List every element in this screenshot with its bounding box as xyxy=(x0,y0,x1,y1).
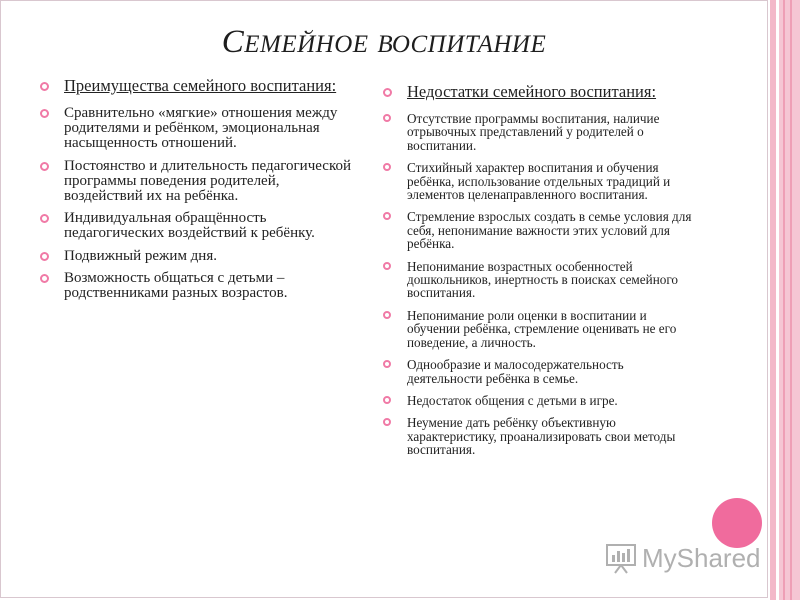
disadvantage-item xyxy=(383,416,695,456)
bullet-icon xyxy=(383,114,391,122)
disadvantage-item-text: Неумение дать ребёнку объективную характеристику, проанализировать свои методы воспитания. xyxy=(407,415,676,458)
slide-title xyxy=(0,24,768,61)
advantage-item xyxy=(40,106,358,152)
disadvantage-item xyxy=(383,112,695,152)
title-first-letter: С xyxy=(221,24,245,60)
advantage-item xyxy=(40,211,358,241)
bullet-icon xyxy=(383,360,391,368)
presentation-board-icon xyxy=(604,542,638,574)
bullet-icon xyxy=(40,274,49,283)
bullet-icon xyxy=(383,88,392,97)
disadvantage-item xyxy=(383,260,695,300)
bullet-icon xyxy=(40,252,49,261)
bullet-icon xyxy=(383,262,391,270)
disadvantage-item-text: Стремление взрослых создать в семье условия для себя, непонимание важности этих условий для ребёнка. xyxy=(407,209,692,252)
disadvantage-item xyxy=(383,394,695,407)
bullet-icon xyxy=(383,212,391,220)
decorative-side-stripe xyxy=(770,0,800,600)
advantage-item xyxy=(40,271,358,301)
disadvantage-item-text: Стихийный характер воспитания и обучения ребёнка, использование отдельных традиций и элементов целенаправленного воспитания. xyxy=(407,160,671,203)
bullet-icon xyxy=(383,163,391,171)
disadvantages-heading-text: Недостатки семейного воспитания: xyxy=(407,82,657,101)
advantages-heading xyxy=(40,78,358,94)
advantages-heading-text: Преимущества семейного воспитания: xyxy=(64,76,337,95)
disadvantage-item xyxy=(383,161,695,201)
advantage-item-text: Подвижный режим дня. xyxy=(64,247,217,264)
watermark-text: MyShared xyxy=(642,542,761,573)
bullet-icon xyxy=(383,396,391,404)
disadvantage-item xyxy=(383,358,695,385)
advantage-item-text: Индивидуальная обращённость педагогических воздействий к ребёнку. xyxy=(64,210,315,242)
bullet-icon xyxy=(40,162,49,171)
disadvantage-item-text: Недостаток общения с детьми в игре. xyxy=(407,392,618,408)
bullet-icon xyxy=(40,109,49,118)
advantages-column xyxy=(40,78,358,308)
advantage-item-text: Возможность общаться с детьми – родственниками разных возрастов. xyxy=(64,269,288,302)
disadvantage-item-text: Непонимание возрастных особенностей дошкольников, инертность в поисках семейного воспитания. xyxy=(407,258,679,301)
disadvantages-column xyxy=(383,84,695,466)
advantage-item xyxy=(40,249,358,264)
bullet-icon xyxy=(383,311,391,319)
bullet-icon xyxy=(40,214,49,223)
disadvantage-item xyxy=(383,210,695,250)
title-first-word: ЕМЕЙНОЕ xyxy=(244,31,369,58)
bullet-icon xyxy=(383,418,391,426)
disadvantages-heading xyxy=(383,84,695,100)
disadvantage-item-text: Непонимание роли оценки в воспитании и обучении ребёнка, стремление оценивать не его поведение, а личность. xyxy=(407,307,677,350)
bullet-icon xyxy=(40,82,49,91)
advantage-item-text: Сравнительно «мягкие» отношения между родителями и ребёнком, эмоциональная насыщенность отношений. xyxy=(64,105,338,152)
stripe-line xyxy=(790,0,792,600)
advantage-item-text: Постоянство и длительность педагогической программы поведения родителей, воздействий их на ребёнка. xyxy=(64,157,351,205)
advantage-item xyxy=(40,159,358,205)
title-second-word: ВОСПИТАНИЕ xyxy=(377,31,547,58)
disadvantage-item-text: Однообразие и малосодержательность деятельности ребёнка в семье. xyxy=(407,357,624,386)
stripe-line xyxy=(783,0,785,600)
disadvantage-item xyxy=(383,309,695,349)
watermark[interactable] xyxy=(604,538,761,578)
disadvantage-item-text: Отсутствие программы воспитания, наличие отрывочных представлений у родителей о воспитании. xyxy=(407,111,660,153)
